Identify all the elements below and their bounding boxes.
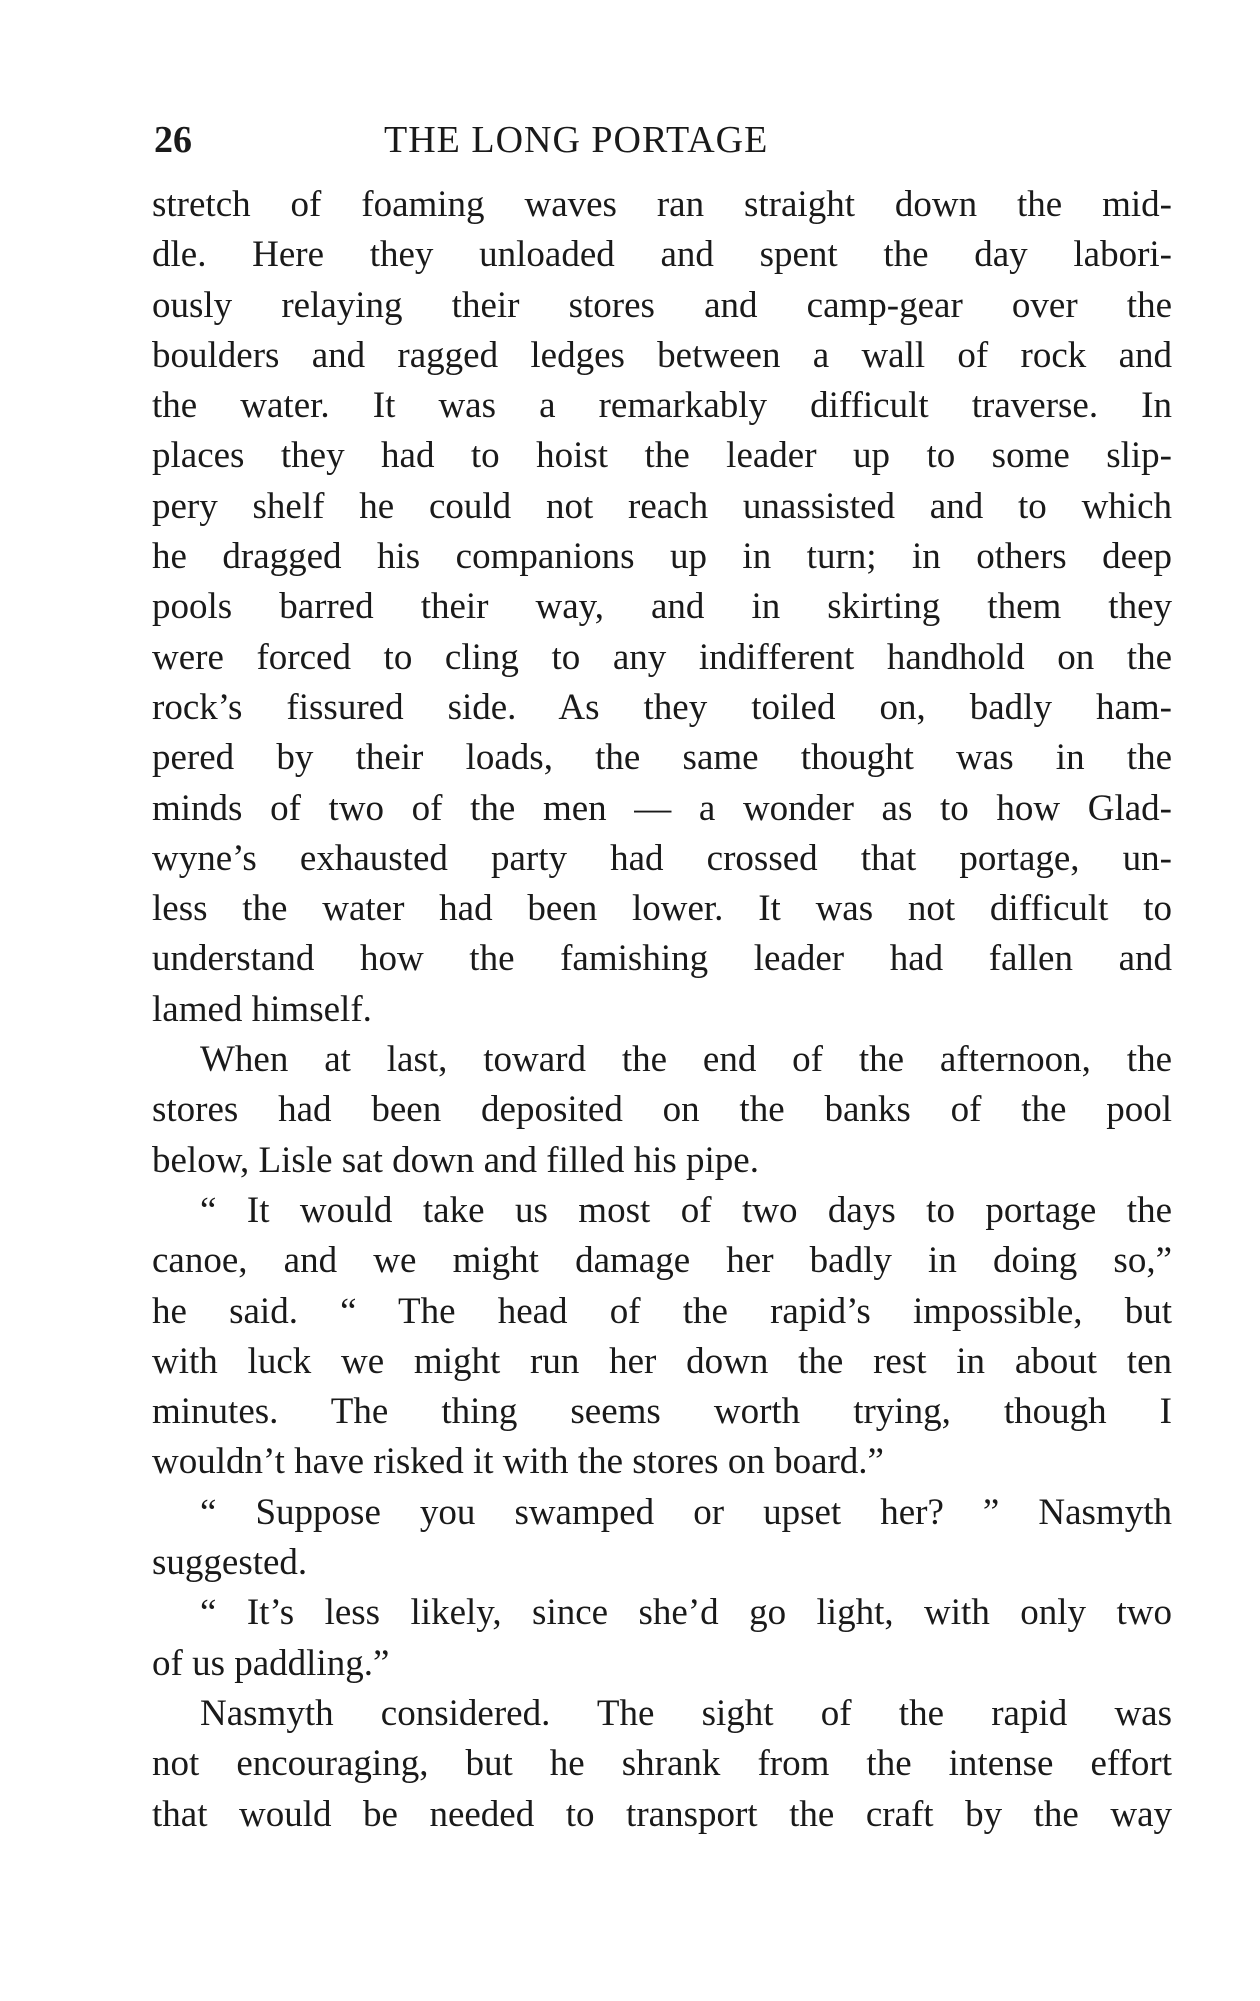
text-line: with luck we might run her down the rest in about ten xyxy=(152,1340,1172,1382)
text-line: understand how the famishing leader had fallen and xyxy=(152,938,1172,980)
text-line: minutes. The thing seems worth trying, though I xyxy=(152,1391,1172,1433)
text-line: When at last, toward the end of the afternoon, the xyxy=(200,1039,1172,1081)
page-number: 26 xyxy=(154,119,192,161)
text-line: stores had been deposited on the banks of the pool xyxy=(152,1089,1172,1131)
text-line: wouldn’t have risked it with the stores on board.” xyxy=(152,1441,884,1483)
text-line: not encouraging, but he shrank from the intense effort xyxy=(152,1743,1172,1785)
text-line: places they had to hoist the leader up to some slip- xyxy=(152,435,1172,477)
text-line: pered by their loads, the same thought was in the xyxy=(152,737,1172,779)
text-line: wyne’s exhausted party had crossed that portage, un- xyxy=(152,837,1172,879)
text-line: suggested. xyxy=(152,1542,308,1584)
text-line: “ It would take us most of two days to portage the xyxy=(200,1189,1172,1231)
text-line: below, Lisle sat down and filled his pipe. xyxy=(152,1139,759,1181)
text-line: he dragged his companions up in turn; in others deep xyxy=(152,536,1172,578)
text-line: stretch of foaming waves ran straight down the mid- xyxy=(152,184,1172,225)
text-line: he said. “ The head of the rapid’s impossible, but xyxy=(152,1290,1172,1332)
page-header xyxy=(152,118,1172,170)
text-line: that would be needed to transport the craft by the way xyxy=(152,1793,1172,1835)
text-line: boulders and ragged ledges between a wall of rock and xyxy=(152,334,1172,376)
text-line: minds of two of the men — a wonder as to how Glad- xyxy=(152,787,1172,829)
text-line: pools barred their way, and in skirting them they xyxy=(152,586,1172,628)
text-line: canoe, and we might damage her badly in doing so,” xyxy=(152,1240,1172,1282)
text-line: dle. Here they unloaded and spent the day labori- xyxy=(152,234,1172,276)
text-line: the water. It was a remarkably difficult traverse. In xyxy=(152,385,1172,427)
text-line: lamed himself. xyxy=(152,988,372,1030)
text-line: Nasmyth considered. The sight of the rapid was xyxy=(200,1692,1172,1734)
text-line: “ Suppose you swamped or upset her? ” Nasmyth xyxy=(200,1491,1172,1533)
text-line: of us paddling.” xyxy=(152,1642,390,1684)
text-line: rock’s fissured side. As they toiled on, badly ham- xyxy=(152,686,1172,728)
text-line: pery shelf he could not reach unassisted and to which xyxy=(152,485,1172,527)
running-head: THE LONG PORTAGE xyxy=(384,119,769,161)
body-text xyxy=(152,180,1172,1840)
text-line: less the water had been lower. It was not difficult to xyxy=(152,888,1172,930)
text-line: were forced to cling to any indifferent handhold on the xyxy=(152,636,1172,678)
text-line: “ It’s less likely, since she’d go light, with only two xyxy=(200,1592,1172,1634)
book-page xyxy=(152,118,1172,1840)
text-line: ously relaying their stores and camp-gear over the xyxy=(152,284,1172,326)
